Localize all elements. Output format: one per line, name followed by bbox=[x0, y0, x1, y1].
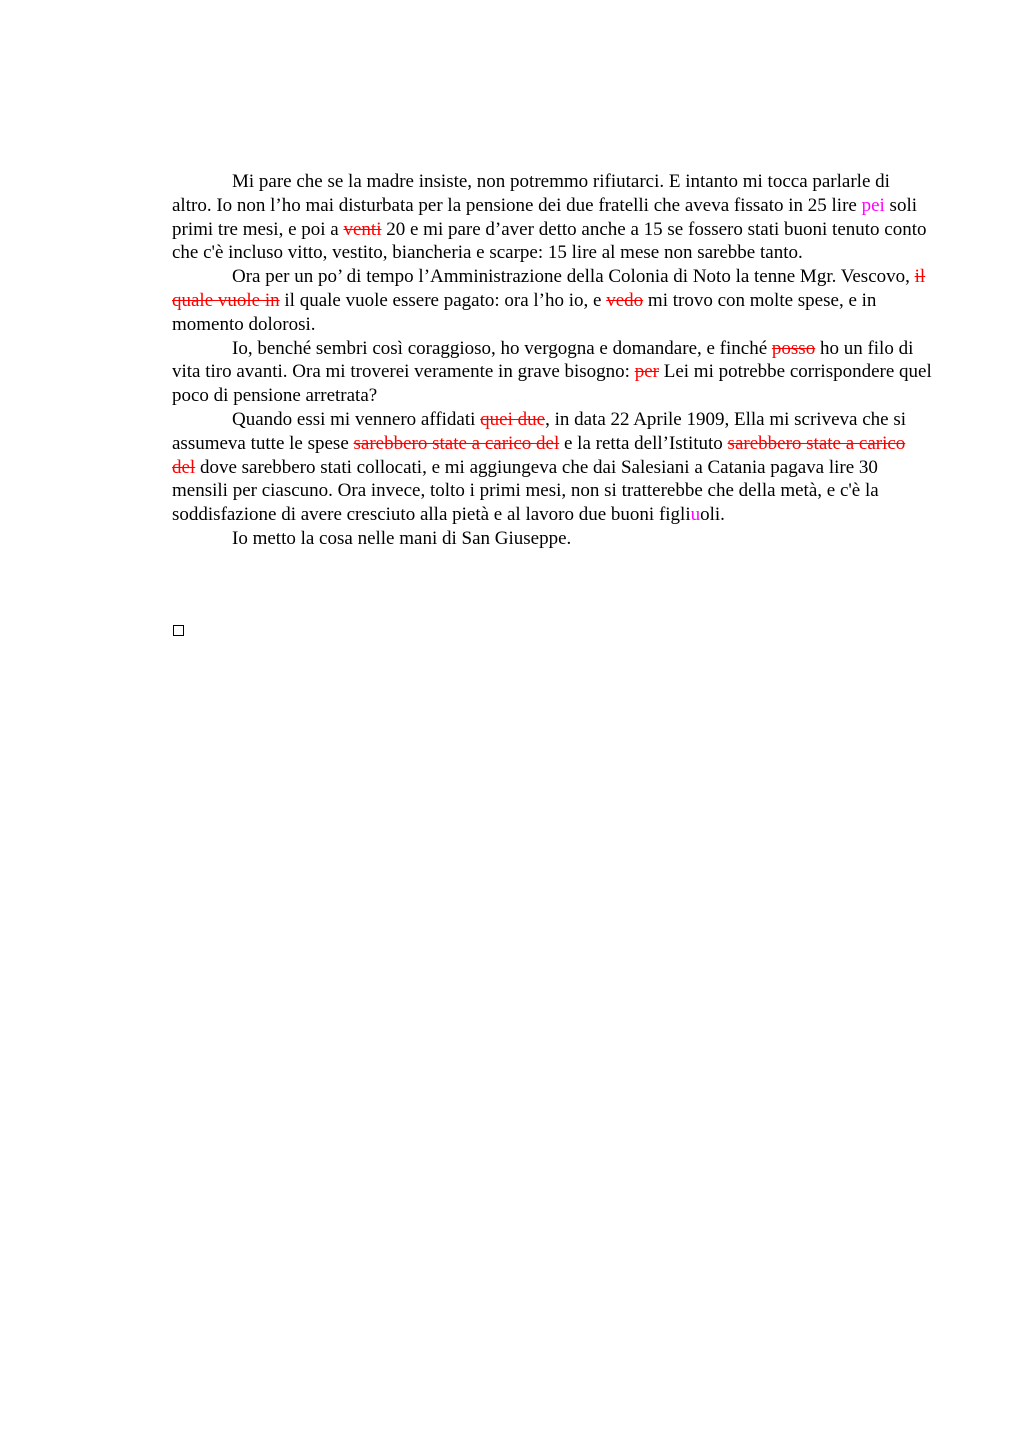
letter-paragraph bbox=[172, 170, 932, 265]
inserted-text: u bbox=[690, 504, 701, 526]
paragraph-text: mi trovo con molte spese, e in momento dolorosi. bbox=[172, 289, 877, 335]
inserted-text: pei bbox=[861, 194, 885, 216]
paragraph-text: dove sarebbero stati collocati, e mi aggiungeva che dai Salesiani a Catania pagava lire 30 mensili per ciascuno. Ora invece, tolto i primi mesi, non si tratterebbe che della metà, e c'è la soddisfazione di avere cresciuto alla pietà e al lavoro due buoni figli bbox=[172, 456, 879, 526]
deleted-text: sarebbero state a carico del bbox=[172, 432, 906, 478]
paragraph-text: il quale vuole essere pagato: ora l’ho io, e bbox=[279, 289, 607, 311]
paragraph-text: 20 e mi pare d’aver detto anche a 15 se fossero stati buoni tenuto conto che c'è incluso vitto, vestito, biancheria e scarpe: 15 lire al mese non sarebbe tanto. bbox=[172, 218, 927, 264]
paragraph-text: Io metto la cosa nelle mani di San Giuseppe. bbox=[232, 527, 572, 549]
deleted-text: quei due bbox=[480, 408, 546, 430]
paragraph-text: oli. bbox=[700, 504, 725, 526]
paragraph-text: soli primi tre mesi, e poi a bbox=[172, 194, 917, 240]
paragraph-text: Lei mi potrebbe corrispondere quel poco di pensione arretrata? bbox=[172, 361, 932, 407]
letter-paragraph bbox=[172, 337, 932, 408]
paragraph-text: ho un filo di vita tiro avanti. Ora mi troverei veramente in grave bisogno: bbox=[172, 337, 914, 383]
paragraph-text: Quando essi mi vennero affidati bbox=[232, 408, 481, 430]
deleted-text: per bbox=[634, 361, 659, 383]
checkbox-icon bbox=[173, 625, 184, 636]
deleted-text: venti bbox=[343, 218, 382, 240]
deleted-text: posso bbox=[771, 337, 816, 359]
letter-paragraph bbox=[172, 408, 932, 527]
deleted-text: vedo bbox=[606, 289, 644, 311]
deleted-text: sarebbero state a carico del bbox=[353, 432, 560, 454]
paragraph-text: Io, benché sembri così coraggioso, ho vergogna e domandare, e finché bbox=[232, 337, 772, 359]
deleted-text: il quale vuole in bbox=[172, 266, 926, 311]
paragraph-text: e la retta dell’Istituto bbox=[559, 432, 728, 454]
paragraph-text: Ora per un po’ di tempo l’Amministrazione della Colonia di Noto la tenne Mgr. Vescovo, bbox=[232, 266, 915, 288]
paragraph-text: , in data 22 Aprile 1909, Ella mi scriveva che si assumeva tutte le spese bbox=[172, 408, 906, 454]
letter-paragraph bbox=[172, 265, 932, 336]
paragraph-text: Mi pare che se la madre insiste, non potremmo rifiutarci. E intanto mi tocca parlarle di altro. Io non l’ho mai disturbata per la pensione dei due fratelli che aveva fissato in 25 lire bbox=[172, 171, 890, 216]
letter-body bbox=[172, 170, 932, 551]
letter-paragraph bbox=[172, 527, 932, 551]
